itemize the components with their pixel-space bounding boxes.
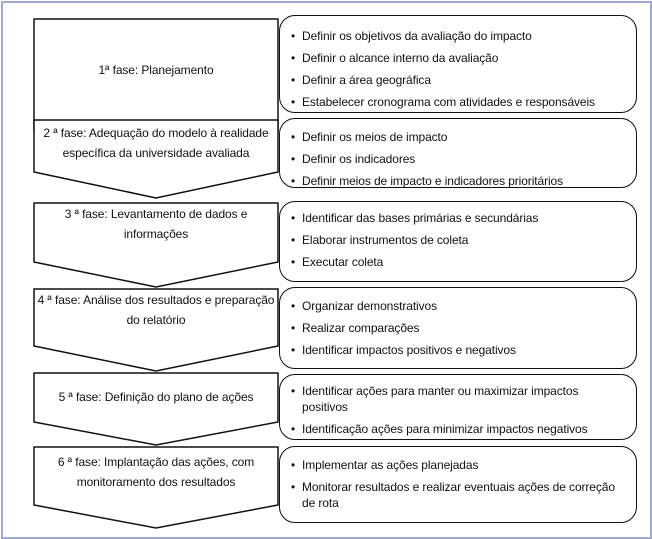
activity-item: • Definir a área geográfica: [288, 72, 624, 88]
phase-1-label: 1ª fase: Planejamento: [98, 63, 214, 77]
activity-item: • Definir os objetivos da avaliação do impacto: [288, 28, 624, 44]
activity-item: • Estabelecer cronograma com atividades e responsáveis: [288, 94, 624, 110]
phase-4-activities-box: [279, 287, 637, 369]
phase-5-activities-box: [279, 374, 637, 440]
activity-item: • Definir meios de impacto e indicadores prioritários: [288, 173, 624, 189]
activity-item: • Identificação ações para minimizar impactos negativos: [288, 421, 624, 437]
activity-list: [288, 28, 624, 110]
activity-item: • Identificar ações para manter ou maximizar impactos positivos: [288, 383, 624, 415]
activity-item: • Implementar as ações planejadas: [288, 457, 624, 473]
phase-3-activities-box: [279, 201, 637, 282]
activity-item: • Identificar impactos positivos e negativos: [288, 342, 624, 358]
activity-item: • Identificar das bases primárias e secundárias: [288, 210, 624, 226]
activity-item: • Elaborar instrumentos de coleta: [288, 232, 624, 248]
phase-4-label: 4 ª fase: Análise dos resultados e preparação do relatório: [37, 293, 275, 327]
activity-list: [288, 129, 624, 189]
activity-item: • Monitorar resultados e realizar eventuais ações de correção de rota: [288, 479, 624, 511]
activity-item: • Realizar comparações: [288, 320, 624, 336]
phase-1-activities-box: [279, 15, 637, 113]
activity-list: [288, 210, 624, 270]
phase-6-activities-box: [279, 446, 637, 523]
phase-3-label: 3 ª fase: Levantamento de dados e informações: [64, 207, 248, 241]
activity-item: • Definir os indicadores: [288, 151, 624, 167]
activity-list: [288, 298, 624, 358]
activity-item: • Executar coleta: [288, 254, 624, 270]
activity-list: [288, 457, 624, 511]
phase-2-label: 2 ª fase: Adequação do modelo à realidade específica da universidade avaliada: [43, 126, 269, 160]
activity-item: • Definir os meios de impacto: [288, 129, 624, 145]
phase-2-activities-box: [279, 118, 637, 188]
phase-6-label: 6 ª fase: Implantação das ações, com monitoramento dos resultados: [57, 455, 255, 489]
activity-list: [288, 383, 624, 437]
phase-5-label: 5 ª fase: Definição do plano de ações: [58, 390, 254, 404]
activity-item: • Organizar demonstrativos: [288, 298, 624, 314]
phase-5-arrow: [34, 373, 278, 445]
activity-item: • Definir o alcance interno da avaliação: [288, 50, 624, 66]
